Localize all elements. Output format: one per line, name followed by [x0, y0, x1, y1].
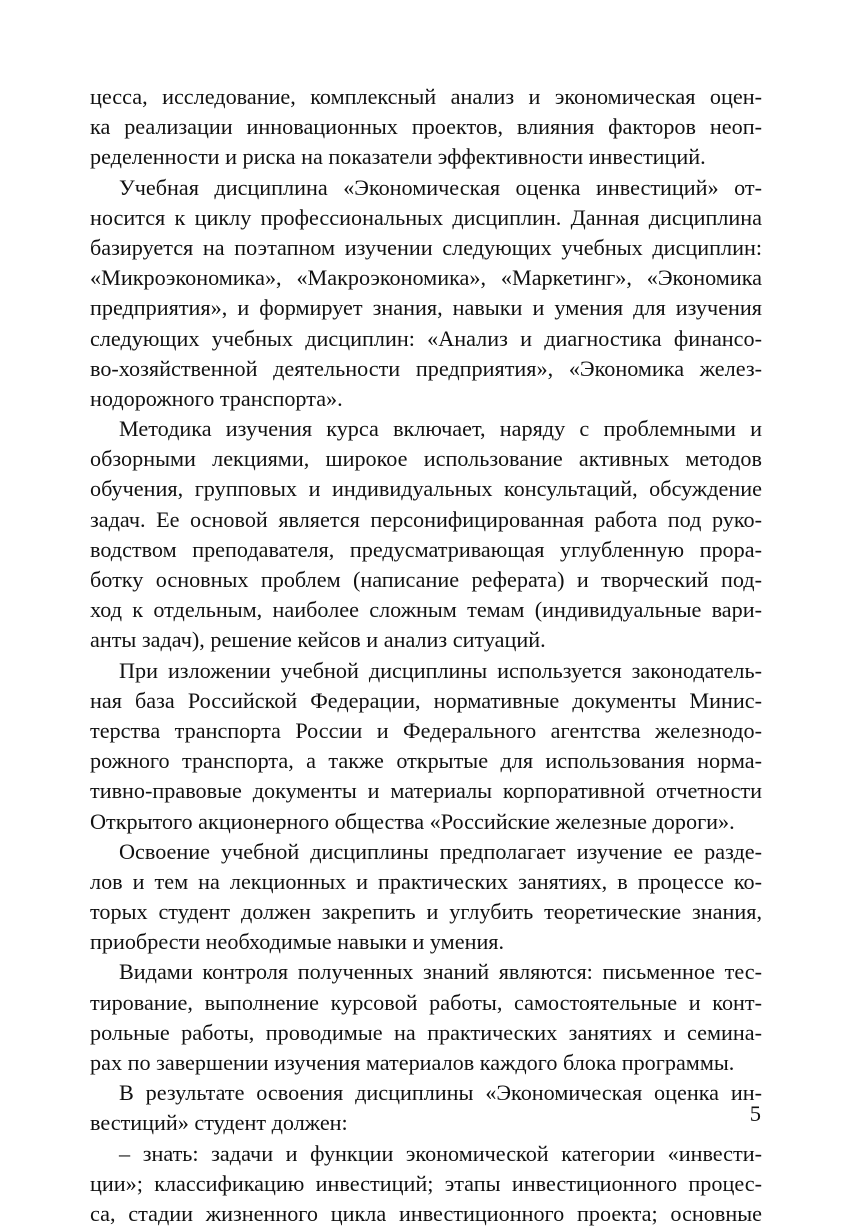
text-line: ка реализации инновационных проектов, влияния факторов неоп-	[90, 114, 762, 140]
text-line: лов и тем на лекционных и практических занятиях, в процессе ко-	[90, 868, 762, 894]
text-line: тирование, выполнение курсовой работы, самостоятельные и конт-	[90, 989, 762, 1015]
text-line: обзорными лекциями, широкое использование активных методов	[90, 446, 762, 472]
text-line: – знать: задачи и функции экономической категории «инвести-	[119, 1140, 762, 1166]
paragraph	[90, 1139, 762, 1229]
text-line: са, стадии жизненного цикла инвестиционного проекта; основные	[90, 1200, 762, 1226]
text-line: торых студент должен закрепить и углубить теоретические знания,	[90, 899, 762, 925]
paragraph	[90, 173, 762, 415]
text-line: Открытого акционерного общества «Российские железные дороги».	[90, 808, 735, 834]
text-line: Видами контроля полученных знаний являются: письменное тес-	[119, 959, 762, 985]
text-line: рах по завершении изучения материалов каждого блока программы.	[90, 1050, 735, 1075]
text-line: нодорожного транспорта».	[90, 385, 343, 411]
text-line: предприятия», и формирует знания, навыки и умения для изучения	[90, 295, 762, 321]
text-line: носится к циклу профессиональных дисциплин. Данная дисциплина	[90, 204, 762, 230]
text-line: вестиций» студент должен:	[90, 1110, 348, 1136]
text-line: Освоение учебной дисциплины предполагает изучение ее разде-	[119, 838, 762, 864]
text-line: анты задач), решение кейсов и анализ ситуаций.	[90, 627, 546, 653]
text-line: приобрести необходимые навыки и умения.	[90, 929, 505, 955]
text-line: При изложении учебной дисциплины используется законодатель-	[119, 657, 762, 683]
text-line: обучения, групповых и индивидуальных консультаций, обсуждение	[90, 476, 762, 502]
page-number: 5	[749, 1101, 761, 1126]
text-line: рольные работы, проводимые на практических занятиях и семина-	[90, 1019, 762, 1045]
page-body	[90, 82, 762, 1229]
text-line: ределенности и риска на показатели эффективности инвестиций.	[90, 144, 706, 170]
text-line: Методика изучения курса включает, наряду с проблемными и	[119, 416, 762, 442]
text-line: водством преподавателя, предусматривающая углубленную прора-	[90, 536, 762, 562]
text-line: во-хозяйственной деятельности предприятия», «Экономика желез-	[90, 355, 762, 381]
text-line: следующих учебных дисциплин: «Анализ и диагностика финансо-	[90, 325, 762, 351]
paragraph	[90, 656, 762, 837]
text-line: ная база Российской Федерации, нормативные документы Минис-	[90, 687, 762, 713]
paragraph	[90, 837, 762, 958]
paragraph	[90, 414, 762, 656]
text-line: цесса, исследование, комплексный анализ и экономическая оцен-	[90, 84, 762, 109]
text-line: ход к отдельным, наиболее сложным темам (индивидуальные вари-	[90, 597, 762, 623]
text-line: В результате освоения дисциплины «Экономическая оценка ин-	[119, 1080, 762, 1106]
paragraph	[90, 1078, 762, 1138]
paragraph	[90, 957, 762, 1078]
text-line: тивно-правовые документы и материалы корпоративной отчетности	[90, 778, 762, 804]
paragraph	[90, 82, 762, 173]
text-line: ботку основных проблем (написание реферата) и творческий под-	[90, 567, 762, 592]
text-line: рожного транспорта, а также открытые для использования норма-	[90, 748, 762, 774]
text-line: ции»; классификацию инвестиций; этапы инвестиционного процес-	[90, 1170, 762, 1196]
text-line: терства транспорта России и Федерального агентства железнодо-	[90, 717, 762, 743]
text-line: задач. Ее основой является персонифицированная работа под руко-	[90, 506, 762, 532]
text-line: базируется на поэтапном изучении следующих учебных дисциплин:	[90, 234, 762, 260]
text-line: «Микроэкономика», «Макроэкономика», «Маркетинг», «Экономика	[90, 265, 762, 291]
text-line: Учебная дисциплина «Экономическая оценка инвестиций» от-	[119, 174, 762, 200]
